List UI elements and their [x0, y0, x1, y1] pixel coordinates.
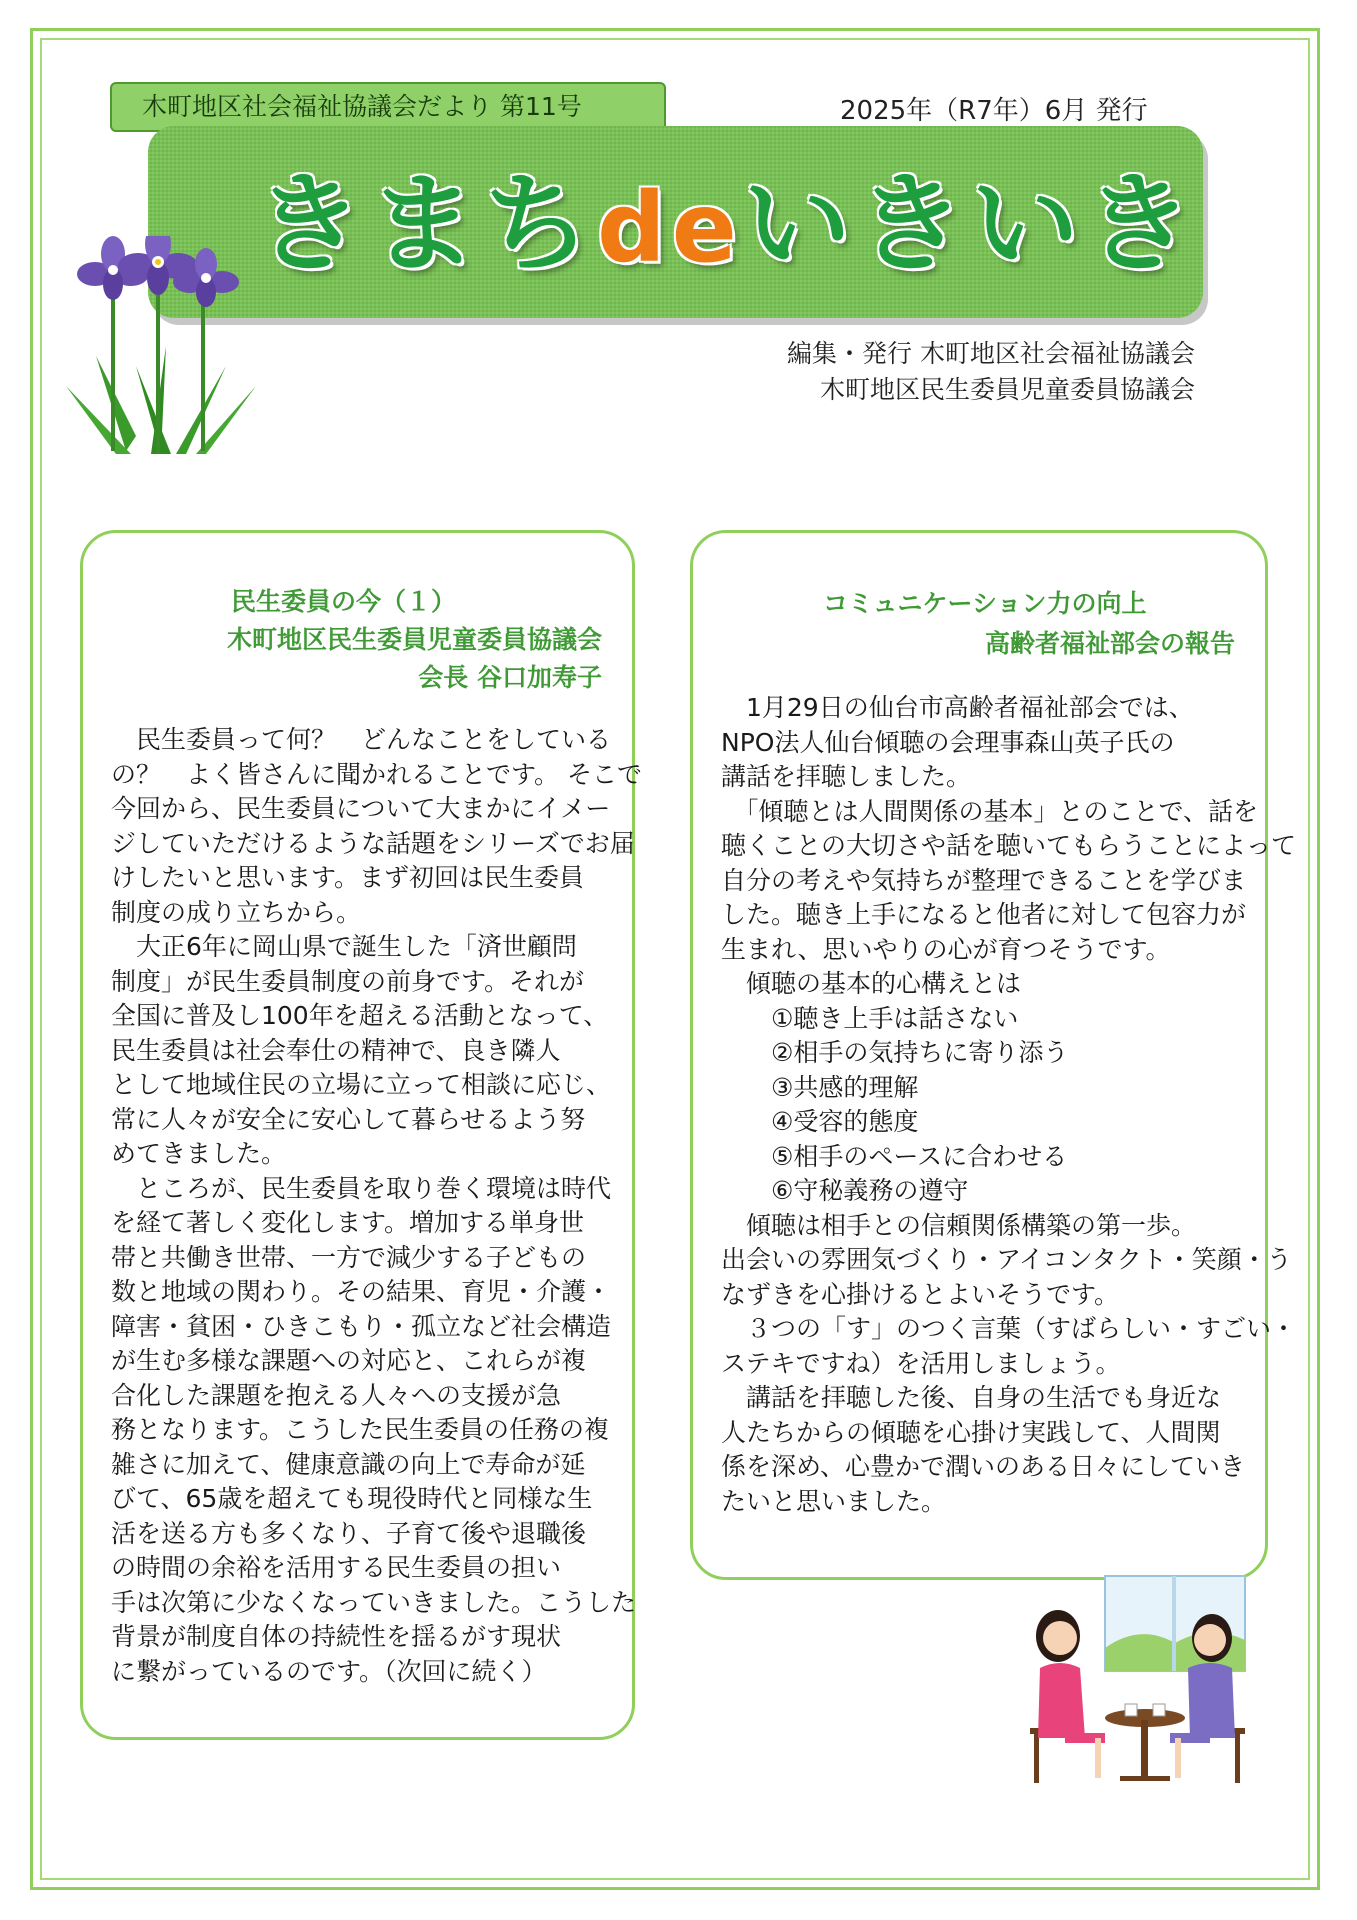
body-line: ⑤相手のペースに合わせる: [721, 1141, 1068, 1171]
body-line: を経て著しく変化します。増加する単身世: [111, 1208, 585, 1237]
article-communication: [690, 530, 1297, 1580]
title-part2: いきいき: [742, 162, 1199, 287]
body-line: けしたいと思います。まず初回は民生委員: [111, 863, 585, 892]
title-de: de: [597, 172, 743, 284]
body-line: 数と地域の関わり。その結果、育児・介護・: [111, 1277, 612, 1306]
body-line: 全国に普及し100年を超える活動となって、: [111, 1001, 609, 1030]
body-line: 自分の考えや気持ちが整理できることを学びま: [721, 865, 1247, 895]
body-line: 生まれ、思いやりの心が育つそうです。: [721, 934, 1171, 964]
body-line: 聴くことの大切さや話を聴いてもらうことによって: [721, 831, 1297, 860]
newsletter-title: [255, 160, 1199, 300]
body-line: ⑥守秘義務の遵守: [721, 1176, 969, 1205]
body-line: ①聴き上手は話さない: [721, 1003, 1019, 1033]
left-heading-title: 民生委員の今（１）: [231, 587, 457, 616]
body-line: が生む多様な課題への対応と、これらが複: [111, 1346, 587, 1375]
body-line: 人たちからの傾聴を心掛け実践して、人間関: [721, 1417, 1221, 1447]
body-line: 制度の成り立ちから。: [111, 897, 362, 927]
body-line: ３つの「す」のつく言葉（すばらしい・すごい・: [721, 1314, 1297, 1343]
body-line: に繋がっているのです。（次回に続く）: [111, 1656, 547, 1686]
left-heading-org: 木町地区民生委員児童委員協議会: [226, 625, 602, 654]
body-line: たいと思いました。: [721, 1486, 947, 1516]
iris-flower-icon: [56, 236, 286, 456]
body-line: 「傾聴とは人間関係の基本」とのことで、話を: [721, 796, 1259, 826]
body-line: ④受容的態度: [721, 1107, 919, 1136]
body-line: 雑さに加えて、健康意識の向上で寿命が延: [111, 1449, 586, 1479]
body-line: ジしていただけるような話題をシリーズでお届: [111, 828, 635, 858]
body-line: ところが、民生委員を取り巻く環境は時代: [111, 1173, 612, 1203]
body-line: ②相手の気持ちに寄り添う: [721, 1038, 1069, 1067]
right-heading-title: コミュニケーション力の向上: [823, 589, 1147, 618]
body-line: 講話を拝聴しました。: [721, 762, 972, 791]
body-line: 傾聴は相手との信頼関係構築の第一歩。: [721, 1210, 1197, 1240]
body-line: なずきを心掛けるとよいそうです。: [721, 1279, 1120, 1309]
title-part1: きまち: [255, 162, 598, 287]
two-women-tea-icon: [1020, 1568, 1250, 1793]
body-line: びて、65歳を超えても現役時代と同様な生: [111, 1484, 593, 1513]
body-line: 1月29日の仙台市高齢者福祉部会では、: [721, 693, 1194, 722]
body-line: 常に人々が安全に安心して暮らせるよう努: [111, 1104, 586, 1134]
article-minsei-iin: [80, 530, 642, 1740]
body-line: 制度」が民生委員制度の前身です。それが: [111, 966, 585, 996]
body-line: 活を送る方も多くなり、子育て後や退職後: [111, 1518, 587, 1548]
body-line: 出会いの雰囲気づくり・アイコンタクト・笑顔・う: [721, 1245, 1292, 1274]
body-line: 民生委員って何？ どんなことをしている: [111, 725, 612, 754]
body-line: ③共感的理解: [721, 1072, 919, 1102]
body-line: 民生委員は社会奉仕の精神で、良き隣人: [111, 1035, 561, 1065]
publisher-line2: 木町地区民生委員児童委員協議会: [819, 375, 1195, 404]
body-line: 係を深め、心豊かで潤いのある日々にしていき: [721, 1452, 1246, 1481]
left-article-body: [111, 723, 642, 1689]
body-line: 障害・貧困・ひきこもり・孤立など社会構造: [111, 1311, 612, 1341]
left-heading-author: 会長 谷口加寿子: [418, 663, 602, 692]
body-line: NPO法人仙台傾聴の会理事森山英子氏の: [721, 727, 1175, 757]
right-article-body: [721, 691, 1296, 1519]
publisher-info: [725, 336, 1195, 408]
publisher-line1: 編集・発行 木町地区社会福祉協議会: [787, 339, 1195, 368]
body-line: 背景が制度自体の持続性を揺るがす現状: [111, 1622, 562, 1651]
body-line: 務となります。こうした民生委員の任務の複: [111, 1415, 610, 1444]
body-line: の時間の余裕を活用する民生委員の担い: [111, 1553, 562, 1582]
body-line: 手は次第に少なくなっていきました。こうした: [111, 1587, 637, 1617]
issue-label: 木町地区社会福祉協議会だより 第11号: [110, 82, 666, 132]
body-line: として地域住民の立場に立って相談に応じ、: [111, 1070, 612, 1099]
body-line: した。聴き上手になると他者に対して包容力が: [721, 900, 1247, 929]
body-line: 講話を拝聴した後、自身の生活でも身近な: [721, 1383, 1222, 1412]
body-line: 大正6年に岡山県で誕生した「済世顧問: [111, 932, 577, 961]
body-line: めてきました。: [111, 1139, 287, 1168]
right-heading-subtitle: 高齢者福祉部会の報告: [984, 629, 1235, 658]
body-line: 傾聴の基本的心構えとは: [721, 969, 1022, 998]
issue-date: 2025年（R7年）6月 発行: [840, 96, 1148, 126]
body-line: 今回から、民生委員について大まかにイメー: [111, 794, 611, 823]
body-line: 合化した課題を抱える人々への支援が急: [111, 1380, 562, 1410]
body-line: の？ よく皆さんに聞かれることです。 そこで: [111, 759, 642, 789]
body-line: ステキですね）を活用しましょう。: [721, 1348, 1121, 1378]
body-line: 帯と共働き世帯、一方で減少する子どもの: [111, 1242, 587, 1272]
